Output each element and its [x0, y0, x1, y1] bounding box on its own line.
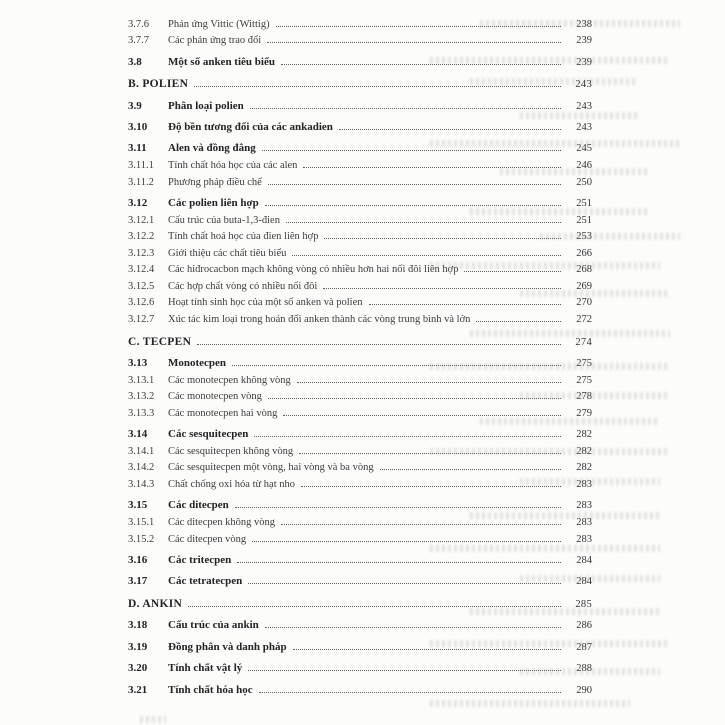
- toc-entry-title: Các sesquitecpen: [168, 428, 249, 441]
- toc-entry-page-number: 283: [576, 517, 592, 528]
- toc-entry-title: Giới thiệu các chất tiêu biểu: [168, 247, 287, 259]
- toc-entry-number: 3.12.2: [128, 231, 155, 243]
- toc-entry: [128, 78, 592, 91]
- toc-entry: [128, 297, 592, 309]
- toc-entry: [128, 641, 592, 654]
- toc-entry: [128, 281, 592, 293]
- toc-entry-page-number: 239: [576, 35, 592, 47]
- dot-leader: [293, 649, 561, 650]
- toc-entry-number: 3.12.6: [128, 297, 155, 309]
- dot-leader: [476, 321, 561, 322]
- toc-entry-title: Phân loại polien: [168, 99, 244, 112]
- toc-entry: [128, 684, 592, 697]
- toc-entry-number: 3.18: [128, 619, 148, 632]
- toc-entry: [128, 517, 592, 529]
- toc-entry-title: Các ditecpen không vòng: [168, 517, 276, 528]
- toc-entry-title: Phản ứng Vittic (Wittig): [168, 18, 270, 30]
- toc-entry-page-number: 285: [575, 598, 592, 610]
- toc-entry-title: Các polien liên hợp: [168, 196, 259, 209]
- dot-leader: [281, 64, 561, 65]
- dot-leader: [268, 398, 561, 399]
- toc-entry: [128, 100, 592, 113]
- dot-leader: [194, 86, 561, 87]
- dot-leader: [259, 692, 561, 693]
- toc-entry-page-number: 282: [576, 462, 592, 474]
- dot-leader: [267, 42, 561, 43]
- dot-leader: [188, 606, 561, 607]
- dot-leader: [297, 382, 561, 383]
- toc-entry: [128, 19, 592, 31]
- toc-entry-page-number: 282: [576, 429, 592, 441]
- toc-entry-number: 3.15: [128, 499, 148, 512]
- toc-entry-title: Tính chất hóa học: [168, 683, 253, 696]
- dot-leader: [268, 184, 561, 185]
- toc-entry-page-number: 290: [576, 684, 592, 696]
- toc-entry-title: Chất chống oxi hóa từ hạt nho: [168, 479, 296, 491]
- dot-leader: [299, 453, 561, 454]
- toc-entry-title: Độ bền tương đối của các ankadien: [168, 120, 333, 133]
- dot-leader: [301, 486, 561, 487]
- dot-leader: [252, 541, 561, 542]
- toc-entry-title: Các monotecpen hai vòng: [168, 407, 278, 419]
- toc-entry-page-number: 245: [576, 143, 592, 155]
- toc-entry-number: 3.19: [128, 640, 148, 653]
- toc-entry-page-number: 266: [576, 247, 592, 259]
- toc-entry-page-number: 243: [575, 79, 592, 91]
- toc-entry-page-number: 287: [576, 641, 592, 653]
- toc-entry-page-number: 282: [576, 445, 592, 457]
- toc-entry-title: Cấu trúc của ankin: [168, 619, 259, 632]
- dot-leader: [254, 436, 561, 437]
- toc-entry: [128, 215, 592, 227]
- toc-entry-page-number: 283: [576, 500, 592, 512]
- dot-leader: [323, 288, 561, 289]
- toc-entry: [128, 197, 592, 210]
- toc-entry-page-number: 251: [576, 214, 592, 226]
- dot-leader: [235, 507, 561, 508]
- toc-entry-title: Phương pháp điều chế: [168, 176, 262, 188]
- toc-entry-number: 3.15.1: [128, 517, 155, 528]
- toc-entry-title: Đồng phân và danh pháp: [168, 640, 287, 653]
- toc-entry-title: Hoạt tính sinh học của một số anken và polien: [168, 297, 363, 309]
- toc-entry-title: Các tritecpen: [168, 553, 232, 566]
- toc-entry: [128, 446, 592, 458]
- dot-leader: [283, 415, 561, 416]
- toc-entry-number: 3.8: [128, 55, 142, 68]
- toc-entry: [128, 160, 592, 172]
- toc-entry: [128, 375, 592, 387]
- toc-entry-title: Các tetratecpen: [168, 575, 243, 588]
- toc-entry-page-number: 243: [576, 121, 592, 133]
- dot-leader: [286, 222, 561, 223]
- toc-entry-title: Các hiđrocacbon mạch không vòng có nhiều hơn hai nối đôi liên hợp: [168, 264, 459, 276]
- toc-entry-page-number: 288: [576, 663, 592, 675]
- toc-entry-page-number: 238: [576, 18, 592, 30]
- dot-leader: [303, 167, 561, 168]
- toc-entry-page-number: 269: [576, 280, 592, 292]
- toc-entry-page-number: 278: [576, 391, 592, 403]
- toc-entry: [128, 231, 592, 243]
- toc-entry-number: 3.14.3: [128, 479, 155, 491]
- toc-entry-number: 3.20: [128, 662, 148, 675]
- toc-entry-page-number: 274: [575, 336, 592, 348]
- toc-entry-number: 3.12.5: [128, 280, 155, 292]
- toc-entry: [128, 554, 592, 567]
- dot-leader: [248, 670, 561, 671]
- toc-entry-number: 3.7.7: [128, 35, 149, 47]
- toc-entry-page-number: 279: [576, 407, 592, 419]
- toc-entry: [128, 534, 592, 546]
- toc-entry-title: B. POLIEN: [128, 78, 189, 91]
- toc-entry-number: 3.12.1: [128, 214, 155, 226]
- toc-entry-number: 3.13.1: [128, 374, 155, 386]
- toc-entry-number: 3.9: [128, 99, 142, 112]
- toc-entry-number: 3.12: [128, 196, 148, 209]
- toc-entry-page-number: 268: [576, 264, 592, 276]
- toc-entry-page-number: 270: [576, 297, 592, 309]
- dot-leader: [464, 271, 561, 272]
- toc-entry-number: 3.11: [128, 142, 147, 155]
- toc-entry-number: 3.11.1: [128, 159, 154, 171]
- toc-entry-title: Các ditecpen vòng: [168, 533, 247, 545]
- toc-entry: [128, 177, 592, 189]
- dot-leader: [380, 469, 561, 470]
- toc-entry-title: Các sesquitecpen một vòng, hai vòng và ba vòng: [168, 462, 374, 474]
- toc-entry-page-number: 239: [576, 56, 592, 68]
- toc-entry-number: 3.21: [128, 683, 148, 696]
- toc-entry: [128, 619, 592, 632]
- toc-entry-title: Các hợp chất vòng có nhiều nối đôi: [168, 280, 318, 292]
- bleed-through-artifact: [430, 700, 630, 707]
- toc-entry: [128, 248, 592, 260]
- toc-entry: [128, 598, 592, 611]
- dot-leader: [292, 255, 561, 256]
- toc-entry-number: 3.13: [128, 357, 148, 370]
- toc-entry-page-number: 283: [576, 479, 592, 491]
- dot-leader: [265, 205, 561, 206]
- toc-entry-page-number: 275: [576, 374, 592, 386]
- toc-entry-title: Alen và đồng đẳng: [168, 142, 256, 155]
- toc-entry-number: 3.11.2: [128, 176, 154, 188]
- toc-entry-page-number: 275: [576, 358, 592, 370]
- toc-entry-number: 3.17: [128, 575, 148, 588]
- toc-entry-title: Xúc tác kim loại trong hoán đổi anken thành các vòng trung bình và lớn: [168, 314, 471, 326]
- toc-entry-title: Các monotecpen vòng: [168, 391, 262, 403]
- toc-entry: [128, 56, 592, 69]
- dot-leader: [197, 344, 561, 345]
- toc-entry-title: Monotecpen: [168, 357, 227, 370]
- dot-leader: [232, 365, 561, 366]
- toc-entry: [128, 121, 592, 134]
- toc-entry: [128, 428, 592, 441]
- toc-entry: [128, 408, 592, 420]
- toc-entry-number: 3.14: [128, 428, 148, 441]
- dot-leader: [262, 150, 561, 151]
- toc-entry: [128, 357, 592, 370]
- dot-leader: [265, 627, 561, 628]
- toc-entry-title: Một số anken tiêu biểu: [168, 55, 275, 68]
- toc-entry: [128, 575, 592, 588]
- toc-entry-title: Các monotecpen không vòng: [168, 374, 291, 386]
- toc-entry-page-number: 253: [576, 231, 592, 243]
- toc-entry-number: 3.14.2: [128, 462, 155, 474]
- dot-leader: [248, 583, 561, 584]
- toc-entry-number: 3.12.7: [128, 314, 155, 326]
- toc-entry-number: 3.16: [128, 553, 148, 566]
- dot-leader: [281, 524, 561, 525]
- toc-entry-number: 3.10: [128, 120, 148, 133]
- toc-entry: [128, 462, 592, 474]
- toc-list: [128, 14, 592, 697]
- toc-entry: [128, 662, 592, 675]
- toc-entry: [128, 499, 592, 512]
- toc-entry: [128, 336, 592, 349]
- toc-entry-number: 3.14.1: [128, 445, 155, 457]
- toc-entry-number: 3.7.6: [128, 18, 149, 30]
- bleed-through-artifact: [140, 716, 166, 723]
- toc-entry-page-number: 284: [576, 554, 592, 566]
- toc-entry-title: Cấu trúc của buta-1,3-đien: [168, 214, 280, 226]
- toc-entry-page-number: 251: [576, 197, 592, 209]
- toc-entry-page-number: 250: [576, 176, 592, 188]
- toc-entry-page-number: 284: [576, 576, 592, 588]
- dot-leader: [339, 129, 561, 130]
- toc-entry: [128, 35, 592, 47]
- dot-leader: [324, 238, 561, 239]
- dot-leader: [237, 562, 561, 563]
- toc-entry-number: 3.15.2: [128, 533, 155, 545]
- toc-entry: [128, 142, 592, 155]
- dot-leader: [276, 26, 561, 27]
- toc-entry-title: Các phản ứng trao đổi: [168, 35, 262, 47]
- toc-entry-page-number: 283: [576, 533, 592, 545]
- toc-entry-number: 3.12.4: [128, 264, 155, 276]
- toc-entry-number: 3.12.3: [128, 247, 155, 259]
- toc-entry-page-number: 246: [576, 159, 592, 171]
- toc-entry-page-number: 243: [576, 100, 592, 112]
- toc-entry-page-number: 286: [576, 620, 592, 632]
- toc-entry: [128, 264, 592, 276]
- toc-entry-page-number: 272: [576, 314, 592, 326]
- toc-entry-title: Các sesquitecpen không vòng: [168, 445, 294, 457]
- toc-entry-title: Tính chất hoá học của đien liên hợp: [168, 231, 319, 243]
- toc-entry-title: D. ANKIN: [128, 597, 183, 610]
- toc-entry-title: Các ditecpen: [168, 499, 229, 512]
- toc-entry-number: 3.13.2: [128, 391, 155, 403]
- dot-leader: [369, 304, 561, 305]
- toc-entry-title: C. TECPEN: [128, 335, 192, 348]
- dot-leader: [250, 108, 561, 109]
- toc-entry-title: Tính chất vật lý: [168, 662, 243, 675]
- toc-entry: [128, 314, 592, 326]
- toc-entry-title: Tính chất hóa học của các alen: [168, 159, 298, 171]
- toc-entry: [128, 391, 592, 403]
- toc-entry-number: 3.13.3: [128, 407, 155, 419]
- toc-entry: [128, 479, 592, 491]
